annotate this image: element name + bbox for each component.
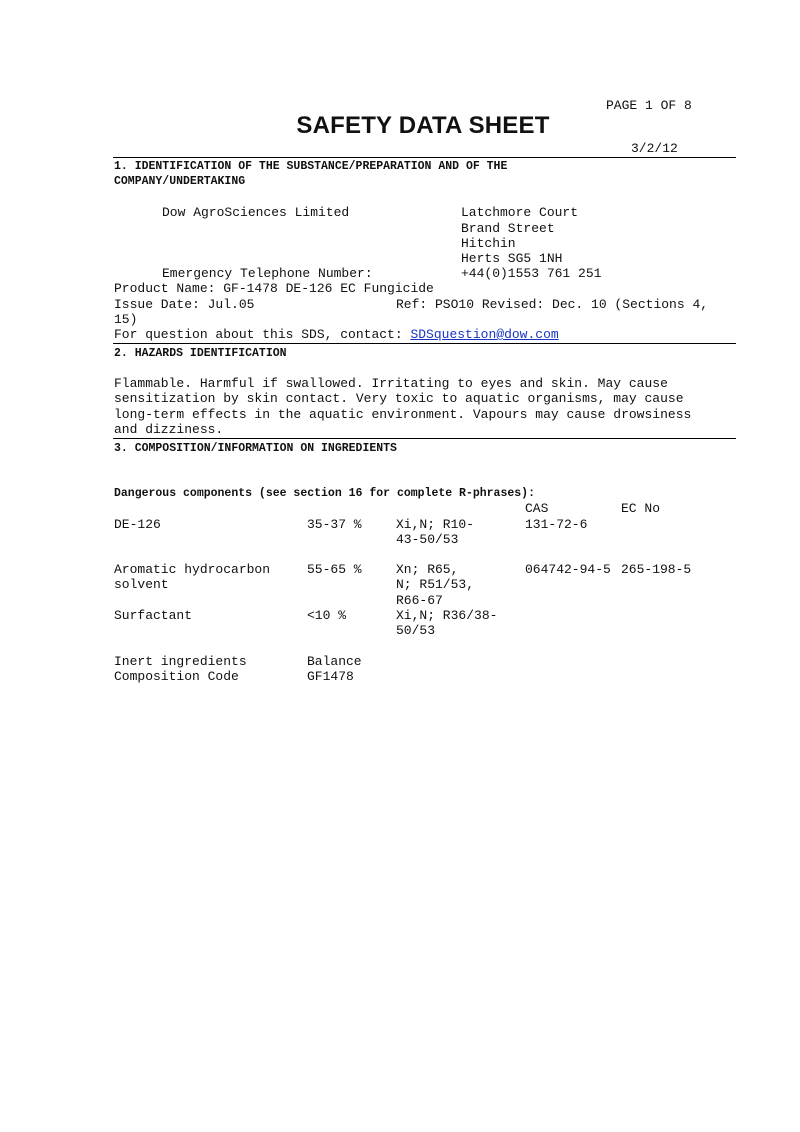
component-concentration: <10 %: [307, 608, 347, 623]
revision-ref-continued: 15): [114, 312, 138, 327]
section-divider: [113, 343, 736, 344]
component-classification: Xn; R65,: [396, 562, 459, 577]
section2-heading: 2. HAZARDS IDENTIFICATION: [114, 347, 287, 360]
contact-text: For question about this SDS, contact:: [114, 327, 411, 342]
section-divider: [113, 157, 736, 158]
contact-line: [114, 327, 559, 342]
component-cas: 064742-94-5: [525, 562, 611, 577]
address-line-3: Hitchin: [461, 236, 516, 251]
hazard-line-1: Flammable. Harmful if swallowed. Irritating to eyes and skin. May cause: [114, 376, 668, 391]
component-concentration: 35-37 %: [307, 517, 362, 532]
document-date: 3/2/12: [631, 141, 678, 156]
component-name: Aromatic hydrocarbon: [114, 562, 271, 577]
emergency-label: Emergency Telephone Number:: [162, 266, 373, 281]
document-title: SAFETY DATA SHEET: [296, 112, 550, 139]
section1-heading-line1: 1. IDENTIFICATION OF THE SUBSTANCE/PREPARATION AND OF THE: [114, 160, 508, 173]
component-name: Surfactant: [114, 608, 193, 623]
section1-heading-line2: COMPANY/UNDERTAKING: [114, 175, 246, 188]
component-classification: R66-67: [396, 593, 443, 608]
address-line-1: Latchmore Court: [461, 205, 579, 220]
inert-ingredients-label: Inert ingredients: [114, 654, 247, 669]
component-classification: Xi,N; R10-: [396, 517, 475, 532]
product-name: Product Name: GF-1478 DE-126 EC Fungicide: [114, 281, 434, 296]
contact-email-link[interactable]: SDSquestion@dow.com: [410, 327, 559, 342]
issue-date: Issue Date: Jul.05: [114, 297, 255, 312]
cas-column-header: CAS: [525, 501, 549, 516]
ec-column-header: EC No: [621, 501, 661, 516]
revision-ref: Ref: PSO10 Revised: Dec. 10 (Sections 4,: [396, 297, 709, 312]
hazard-line-2: sensitization by skin contact. Very toxic to aquatic organisms, may cause: [114, 391, 684, 406]
section-divider: [113, 438, 736, 439]
page-number: PAGE 1 OF 8: [606, 98, 692, 113]
composition-code-label: Composition Code: [114, 669, 239, 684]
section3-heading: 3. COMPOSITION/INFORMATION ON INGREDIENTS: [114, 442, 397, 455]
hazard-line-4: and dizziness.: [114, 422, 224, 437]
component-concentration: 55-65 %: [307, 562, 362, 577]
address-line-4: Herts SG5 1NH: [461, 251, 563, 266]
component-ec-number: 265-198-5: [621, 562, 692, 577]
hazard-line-3: long-term effects in the aquatic environment. Vapours may cause drowsiness: [114, 407, 692, 422]
component-classification: 43-50/53: [396, 532, 459, 547]
component-classification: 50/53: [396, 623, 436, 638]
composition-code-value: GF1478: [307, 669, 354, 684]
inert-ingredients-value: Balance: [307, 654, 362, 669]
company-name: Dow AgroSciences Limited: [162, 205, 350, 220]
component-name: DE-126: [114, 517, 161, 532]
component-classification: N; R51/53,: [396, 577, 475, 592]
component-cas: 131-72-6: [525, 517, 588, 532]
component-classification: Xi,N; R36/38-: [396, 608, 498, 623]
emergency-number: +44(0)1553 761 251: [461, 266, 602, 281]
component-name: solvent: [114, 577, 169, 592]
address-line-2: Brand Street: [461, 221, 555, 236]
dangerous-components-heading: Dangerous components (see section 16 for complete R-phrases):: [114, 487, 535, 500]
